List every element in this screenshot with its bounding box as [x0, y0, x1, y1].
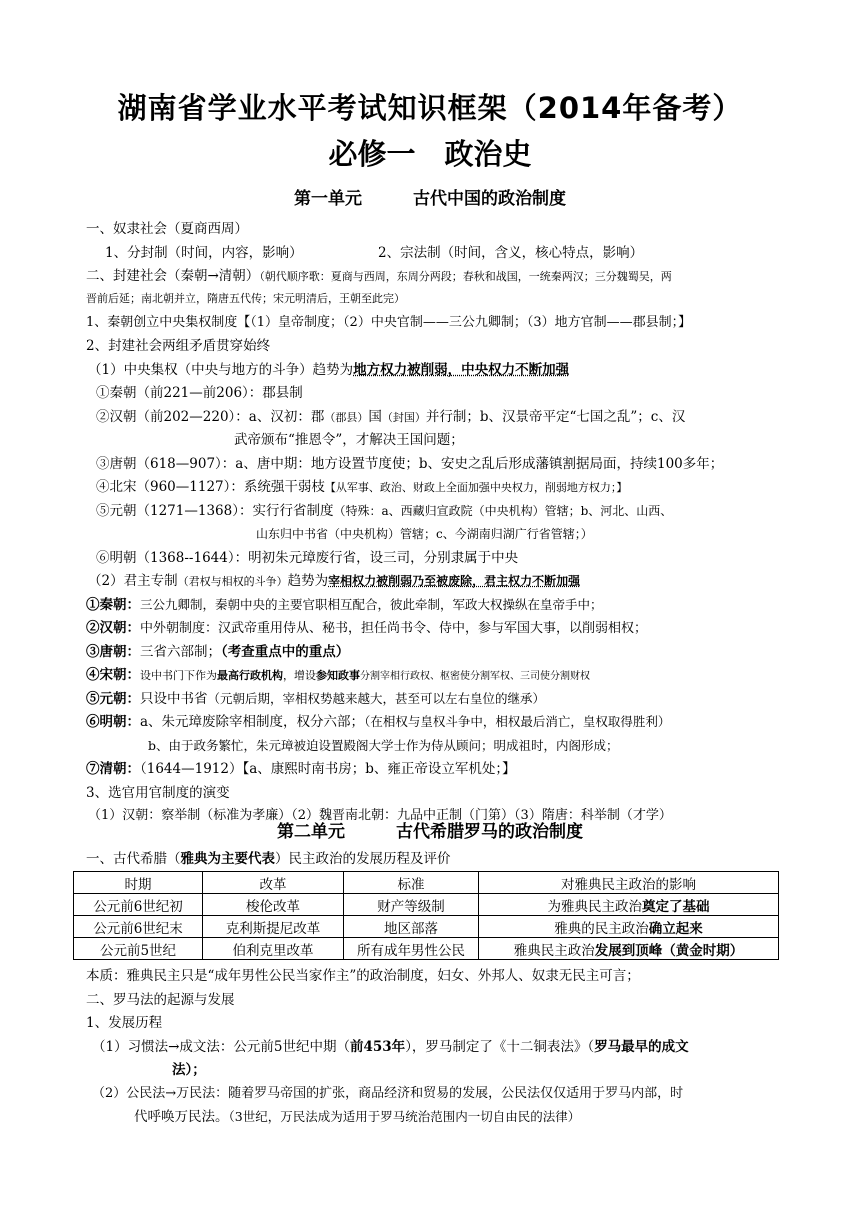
text-span: ：a、汉初：郡 — [235, 409, 325, 425]
text-span: a、朱元璋废除宰相制度，权分六部； — [140, 714, 365, 730]
table-cell: 地区部落 — [344, 916, 479, 938]
text-span: ）民主政治的发展历程及评价 — [275, 851, 451, 867]
text-line — [86, 619, 647, 638]
text-span: 三公九卿制，秦朝中央的主要官职相互配合，彼此牵制，军政大权操纵在皇帝手中； — [140, 597, 603, 612]
dynasty-label: ⑥明朝： — [86, 714, 140, 730]
emphasis-text: 发展到顶峰 — [594, 942, 663, 959]
note-text: （特殊：a、西藏归宣政院（中央机构）管辖；b、河北、山西、 — [333, 504, 673, 518]
text-span: ⑥明朝（1368--1644） — [96, 550, 235, 566]
text-line — [88, 572, 580, 591]
athens-reform-table — [73, 871, 779, 960]
column-header: 改革 — [203, 872, 344, 894]
text-line: 2、封建社会两组矛盾贯穿始终 — [86, 338, 271, 354]
text-span: 为雅典民主政治 — [547, 898, 642, 915]
emphasis-text: 雅典为主要代表 — [180, 851, 275, 867]
dynasty-label: ①秦朝： — [86, 597, 140, 613]
text-line: 晋前后延；南北朝并立，隋唐五代传；宋元明清后，王朝至此完） — [86, 292, 405, 305]
dynasty-label: ③唐朝： — [86, 644, 140, 660]
text-span: 中外朝制度：汉武帝重用侍从、秘书，担任尚书令、侍中，参与军国大事，以削弱相权； — [140, 621, 648, 636]
emphasis-text: 罗马最早的成文 — [594, 1039, 689, 1055]
emphasis-text: 确立起来 — [648, 920, 703, 937]
text-span: ），罗马制定了《十二铜表法》（ — [405, 1039, 595, 1055]
table-cell: 克利斯提尼改革 — [203, 916, 344, 938]
table-cell — [479, 894, 779, 916]
text-line — [86, 713, 670, 731]
text-span: 并行制；b、汉景帝平定“七国之乱”；c、汉 — [425, 409, 686, 425]
table-cell: 梭伦改革 — [203, 894, 344, 916]
text-span: 雅典民主政治 — [513, 942, 595, 959]
text-span: 三省六部制； — [140, 644, 221, 660]
text-span: ③唐朝（618—907） — [96, 456, 222, 472]
dynasty-label: ④宋朝： — [86, 667, 140, 683]
text-line: 本质：雅典民主只是“成年男性公民当家作主”的政治制度，妇女、外邦人、奴隶无民主可言； — [86, 968, 640, 984]
emphasis-text: （黄金时期） — [662, 942, 744, 959]
text-span: ：系统强干弱枝 — [230, 479, 325, 495]
text-line — [92, 1038, 689, 1056]
table-cell: 公元前6世纪初 — [74, 894, 203, 916]
table-row — [74, 938, 779, 960]
document-subtitle: 必修一 政治史 — [328, 137, 532, 171]
table-cell: 公元前6世纪末 — [74, 916, 203, 938]
text-span: ：a、唐中期：地方设置节度使；b、安史之乱后形成藩镇割据局面，持续100多年； — [221, 456, 724, 472]
column-header: 对雅典民主政治的影响 — [479, 872, 779, 894]
text-line: 1、秦朝创立中央集权制度【（1）皇帝制度；（2）中央官制——三公九卿制；（3）地方官制——郡县制；】 — [86, 315, 692, 330]
text-span: ，增设 — [283, 669, 316, 682]
text-line — [86, 666, 590, 686]
text-line: 二、罗马法的起源与发展 — [86, 992, 235, 1008]
text-span: ：明初朱元璋废行省，设三司，分别隶属于中央 — [234, 550, 519, 566]
unit1-heading: 第一单元 古代中国的政治制度 — [294, 189, 566, 209]
text-line — [96, 408, 685, 427]
text-line — [96, 478, 627, 497]
note-text: （郡县） — [324, 411, 369, 424]
dynasty-label: ②汉朝： — [86, 620, 140, 636]
dynasty-label: ⑤元朝： — [86, 691, 140, 707]
text-span: 只设中书省 — [140, 691, 208, 707]
table-cell — [479, 938, 779, 960]
text-line — [134, 1108, 580, 1126]
dynasty-label: ⑦清朝： — [86, 761, 140, 777]
table-header-row — [74, 872, 779, 894]
note-text: 【从军事、政治、财政上全面加强中央权力，削弱地方权力；】 — [324, 481, 628, 494]
column-header: 时期 — [74, 872, 203, 894]
text-span: （2）君主专制 — [88, 573, 178, 589]
emphasis-text: 最高行政机构 — [217, 669, 283, 682]
emphasis-text: 前453年 — [350, 1039, 406, 1055]
note-text: （封国） — [381, 411, 426, 424]
text-span: 国 — [368, 409, 382, 425]
note-text: 分割宰相行政权、枢密使分割军权、三司使分割财权 — [360, 671, 590, 682]
document-title: 湖南省学业水平考试知识框架（2014年备考） — [117, 91, 743, 125]
text-line: （2）公民法→万民法：随着罗马帝国的扩张，商品经济和贸易的发展，公民法仅仅适用于罗马内部，时 — [92, 1086, 684, 1101]
text-line — [86, 596, 603, 614]
text-line: 山东归中书省（中央机构）管辖；c、今湖南归湖广行省管辖；） — [256, 527, 593, 541]
text-span: 【a、康熙时南书房；b、雍正帝设立军机处；】 — [242, 761, 516, 777]
text-span: 雅典的民主政治 — [554, 920, 649, 937]
text-line: 3、选官用官制度的演变 — [86, 785, 230, 801]
column-header: 标准 — [344, 872, 479, 894]
emphasis-text: （考查重点中的重点） — [221, 644, 350, 660]
table-cell: 公元前5世纪 — [74, 938, 203, 960]
text-line: 1、分封制（时间，内容，影响） — [105, 245, 303, 261]
text-line: b、由于政务繁忙，朱元璋被迫设置殿阁大学士作为侍从顾问；明成祖时，内阁形成； — [148, 738, 619, 753]
note-text: （元朝后期，宰相权势越来越大，甚至可以左右皇位的继承） — [207, 691, 546, 706]
text-line: 法）； — [172, 1062, 206, 1078]
text-line — [96, 549, 518, 567]
dynasty-song: （朝代顺序歌：夏商与西周，东周分两段；春秋和战国，一统秦两汉；三分魏蜀吴，两 — [259, 270, 672, 283]
text-span: （1）习惯法→成文法：公元前5世纪中期（ — [92, 1039, 350, 1055]
table-row — [74, 916, 779, 938]
text-line — [86, 760, 516, 778]
text-span: 设中书门下作为 — [140, 669, 217, 682]
table-cell: 所有成年男性公民 — [344, 938, 479, 960]
text-span: （1）中央集权（中央与地方的斗争）趋势为 — [88, 362, 354, 378]
text-span: ⑤元朝（1271—1368） — [96, 503, 239, 519]
table-cell — [479, 916, 779, 938]
table-cell: 财产等级制 — [344, 894, 479, 916]
text-span: 二、封建社会（秦朝→清朝） — [86, 268, 260, 284]
text-line — [86, 643, 349, 661]
text-span: 趋势为 — [287, 573, 329, 589]
emphasis-text: 宰相权力被削弱乃至被废除，君主权力不断加强 — [328, 574, 581, 588]
text-line — [88, 361, 569, 379]
text-span: ④北宋（960—1127） — [96, 479, 231, 495]
text-line: 武帝颁布“推恩令”，才解决王国问题； — [234, 432, 464, 448]
emphasis-text: 奠定了基础 — [642, 898, 710, 915]
text-span: ②汉朝（前202—220） — [96, 409, 236, 425]
note-text: （君权与相权的斗争） — [177, 575, 288, 588]
text-line — [86, 690, 545, 708]
note-text: （3世纪，万民法成为适用于罗马统治范围内一切自由民的法律） — [228, 1109, 581, 1124]
emphasis-text: 参知政事 — [316, 669, 360, 682]
note-text: （在相权与皇权斗争中，相权最后消亡，皇权取得胜利） — [364, 714, 671, 729]
text-span: 一、古代希腊（ — [86, 851, 181, 867]
text-span: （1644—1912） — [140, 761, 243, 777]
text-line — [86, 267, 672, 286]
text-line: ①秦朝（前221—前206）：郡县制 — [96, 385, 303, 401]
text-line: 1、发展历程 — [86, 1015, 163, 1031]
text-line — [96, 502, 672, 520]
text-span: ：实行行省制度 — [238, 503, 334, 519]
text-line: 2、宗法制（时间，含义，核心特点，影响） — [378, 245, 644, 261]
table-cell: 伯利克里改革 — [203, 938, 344, 960]
text-line: 一、奴隶社会（夏商西周） — [86, 221, 248, 237]
text-line — [86, 850, 451, 868]
text-line: （1）汉朝：察举制（标准为孝廉）（2）魏晋南北朝：九品中正制（门第）（3）隋唐：科举制（才学） — [88, 808, 672, 823]
unit2-heading: 第二单元 古代希腊罗马的政治制度 — [277, 822, 583, 842]
text-line — [96, 455, 723, 473]
text-span: 代呼唤万民法。 — [134, 1109, 229, 1125]
table-row — [74, 894, 779, 916]
emphasis-text: 地方权力被削弱，中央权力不断加强 — [353, 362, 570, 378]
